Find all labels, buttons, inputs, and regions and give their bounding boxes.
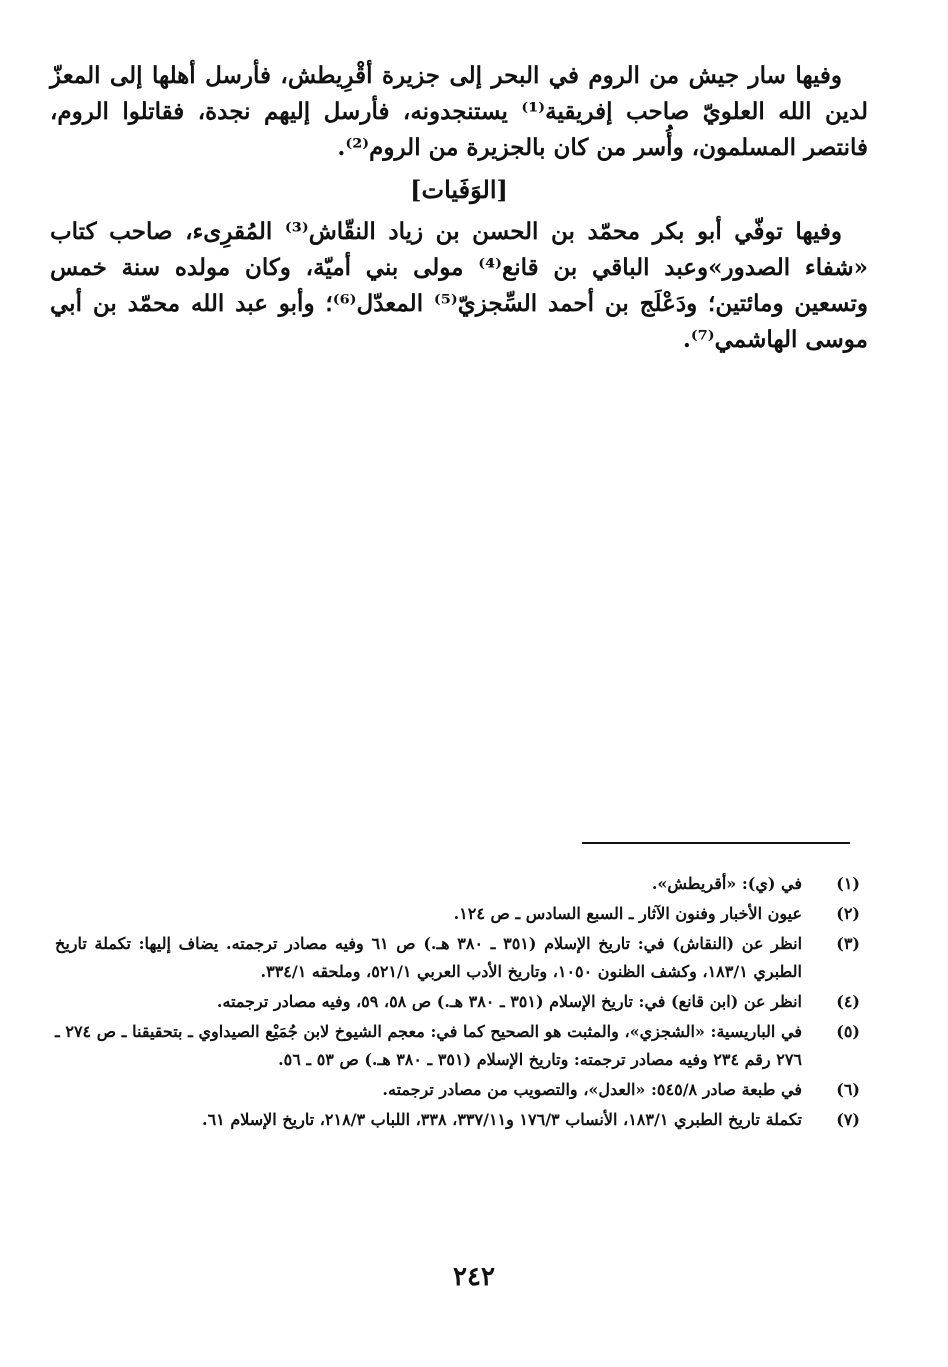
footnote: [55, 1076, 860, 1104]
footnote-number: (٤): [836, 992, 860, 1011]
page-number: ٢٤٢: [453, 1262, 495, 1292]
footnote-text: في طبعة صادر ٥٤٥/٨: «العدل»، والتصويب من مصادر ترجمته.: [382, 1080, 802, 1099]
footnotes: [55, 870, 860, 1136]
footnote: [55, 870, 860, 898]
footnote-text: انظر عن (النقاش) في: تاريخ الإسلام (٣٥١ ـ ٣٨٠ هـ.) ص ٦١ وفيه مصادر ترجمته. يضاف إليها: تكملة تاريخ الطبري ١٨٣/١، وكشف الظنون ١٠٥٠، وتاريخ الأدب العربي ٥٢١/١، وملحقه ٣٣٤/١.: [55, 934, 803, 981]
footnote-text: تكملة تاريخ الطبري ١٨٣/١، الأنساب ١٧٦/٣ و٣٣٧/١١، ٣٣٨، اللباب ٢١٨/٣، تاريخ الإسلام ٦١.: [201, 1110, 802, 1129]
footnote-number: (٥): [836, 1022, 860, 1041]
footnote-text: انظر عن (ابن قانع) في: تاريخ الإسلام (٣٥١ ـ ٣٨٠ هـ.) ص ٥٨، ٥٩، وفيه مصادر ترجمته.: [216, 992, 802, 1011]
footnote-separator: [582, 842, 850, 844]
footnote-text: عيون الأخبار وفنون الآثار ـ السبع السادس ـ ص ١٢٤.: [453, 904, 802, 923]
footnote: [55, 988, 860, 1016]
footnote-number: (٧): [836, 1110, 860, 1129]
paragraph-deaths: وفيها توفّي أبو بكر محمّد بن الحسن بن زياد النقّاش⁽³⁾ المُقرِىء، صاحب كتاب «شفاء الصدور»وعبد الباقي بن قانع⁽⁴⁾ مولى بني أميّة، وكان مولده سنة خمس وتسعين ومائتين؛ ودَعْلَج بن أحمد السِّجزيّ⁽⁵⁾ المعدّل⁽⁶⁾؛ وأبو عبد الله محمّد بن أبي موسى الهاشمي⁽⁷⁾.: [50, 218, 868, 353]
paragraph-events: وفيها سار جيش من الروم في البحر إلى جزيرة أقْرِيطش، فأرسل أهلها إلى المعزّ لدين الله العلويّ صاحب إفريقية⁽¹⁾ يستنجدونه، فأرسل إليهم نجدة، فقاتلوا الروم، فانتصر المسلمون، وأُسر من كان بالجزيرة من الروم⁽²⁾.: [50, 62, 868, 161]
footnote-text: في (ي): «أقريطش».: [651, 874, 802, 893]
footnote: [55, 930, 860, 986]
footnote-number: (٦): [836, 1080, 860, 1099]
footnote-number: (٢): [836, 904, 860, 923]
footnote: [55, 900, 860, 928]
footnote-number: (١): [836, 874, 860, 893]
footnote-number: (٣): [836, 934, 860, 953]
footnote: [55, 1106, 860, 1134]
main-text: [50, 58, 868, 358]
footnote-text: في الباريسية: «الشجزي»، والمثبت هو الصحيح كما في: معجم الشيوخ لابن جُمَيْع الصيداوي ـ بتحقيقنا ـ ص ٢٧٤ ـ ٢٧٦ رقم ٢٣٤ وفيه مصادر ترجمته: وتاريخ الإسلام (٣٥١ ـ ٣٨٠ هـ.) ص ٥٣ ـ ٥٦.: [55, 1022, 802, 1069]
footnote: [55, 1018, 860, 1074]
section-heading-deaths: [الوَفَيات]: [410, 175, 508, 204]
